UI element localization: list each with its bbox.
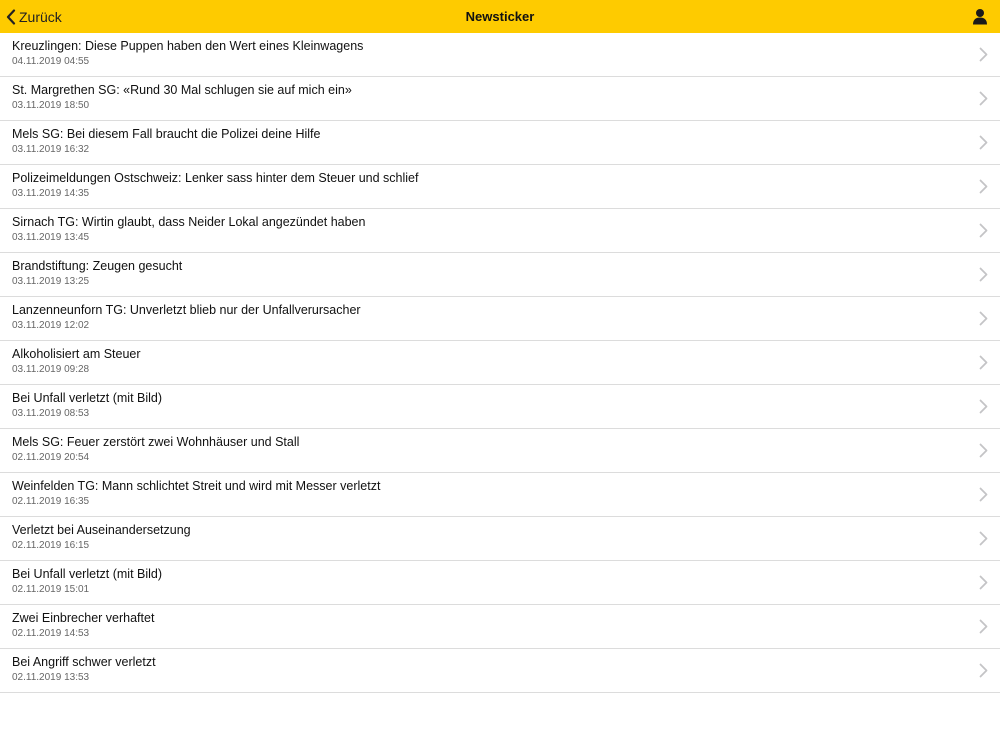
news-timestamp: 03.11.2019 08:53 — [12, 408, 90, 419]
news-timestamp: 03.11.2019 14:35 — [12, 188, 90, 199]
chevron-right-icon — [979, 267, 988, 282]
chevron-right-icon — [979, 663, 988, 678]
news-timestamp: 02.11.2019 13:53 — [12, 672, 90, 683]
news-title: St. Margrethen SG: «Rund 30 Mal schlugen sie auf mich ein» — [12, 83, 352, 97]
news-timestamp: 02.11.2019 16:15 — [12, 540, 90, 551]
chevron-right-icon — [979, 487, 988, 502]
news-timestamp: 03.11.2019 18:50 — [12, 100, 90, 111]
news-list — [0, 33, 1000, 693]
news-timestamp: 03.11.2019 12:02 — [12, 320, 90, 331]
news-title: Zwei Einbrecher verhaftet — [12, 611, 155, 625]
chevron-right-icon — [979, 575, 988, 590]
news-title: Kreuzlingen: Diese Puppen haben den Wert eines Kleinwagens — [12, 39, 364, 53]
news-list-item[interactable] — [0, 561, 1000, 605]
back-button[interactable] — [6, 0, 62, 33]
news-title: Brandstiftung: Zeugen gesucht — [12, 259, 183, 273]
news-list-item[interactable] — [0, 649, 1000, 693]
user-button[interactable] — [972, 8, 988, 25]
chevron-right-icon — [979, 223, 988, 238]
chevron-right-icon — [979, 619, 988, 634]
news-list-item[interactable] — [0, 77, 1000, 121]
chevron-right-icon — [979, 91, 988, 106]
news-list-item[interactable] — [0, 209, 1000, 253]
back-button-label: Zurück — [19, 8, 62, 25]
news-title: Mels SG: Feuer zerstört zwei Wohnhäuser und Stall — [12, 435, 300, 449]
news-timestamp: 03.11.2019 13:25 — [12, 276, 90, 287]
chevron-right-icon — [979, 355, 988, 370]
news-timestamp: 04.11.2019 04:55 — [12, 56, 90, 67]
news-title: Bei Unfall verletzt (mit Bild) — [12, 391, 163, 405]
news-list-item[interactable] — [0, 121, 1000, 165]
news-title: Weinfelden TG: Mann schlichtet Streit und wird mit Messer verletzt — [12, 479, 381, 493]
news-timestamp: 02.11.2019 20:54 — [12, 452, 90, 463]
chevron-right-icon — [979, 399, 988, 414]
news-list-item[interactable] — [0, 341, 1000, 385]
news-timestamp: 02.11.2019 15:01 — [12, 584, 90, 595]
news-title: Lanzenneunforn TG: Unverletzt blieb nur der Unfallverursacher — [12, 303, 361, 317]
news-list-item[interactable] — [0, 33, 1000, 77]
news-title: Alkoholisiert am Steuer — [12, 347, 141, 361]
news-title: Bei Unfall verletzt (mit Bild) — [12, 567, 163, 581]
news-list-item[interactable] — [0, 605, 1000, 649]
news-timestamp: 02.11.2019 16:35 — [12, 496, 90, 507]
chevron-left-icon — [6, 9, 16, 25]
chevron-right-icon — [979, 531, 988, 546]
chevron-right-icon — [979, 47, 988, 62]
chevron-right-icon — [979, 135, 988, 150]
news-list-item[interactable] — [0, 297, 1000, 341]
navigation-bar — [0, 0, 1000, 33]
user-icon — [972, 12, 988, 29]
news-timestamp: 02.11.2019 14:53 — [12, 628, 90, 639]
chevron-right-icon — [979, 311, 988, 326]
news-list-item[interactable] — [0, 429, 1000, 473]
news-list-item[interactable] — [0, 165, 1000, 209]
news-timestamp: 03.11.2019 16:32 — [12, 144, 90, 155]
chevron-right-icon — [979, 443, 988, 458]
news-timestamp: 03.11.2019 09:28 — [12, 364, 90, 375]
news-title: Polizeimeldungen Ostschweiz: Lenker sass hinter dem Steuer und schlief — [12, 171, 419, 185]
news-list-item[interactable] — [0, 473, 1000, 517]
news-timestamp: 03.11.2019 13:45 — [12, 232, 90, 243]
news-title: Verletzt bei Auseinandersetzung — [12, 523, 191, 537]
news-title: Mels SG: Bei diesem Fall braucht die Polizei deine Hilfe — [12, 127, 321, 141]
news-title: Sirnach TG: Wirtin glaubt, dass Neider Lokal angezündet haben — [12, 215, 366, 229]
page-title: Newsticker — [465, 9, 535, 24]
news-title: Bei Angriff schwer verletzt — [12, 655, 156, 669]
chevron-right-icon — [979, 179, 988, 194]
news-list-item[interactable] — [0, 517, 1000, 561]
news-list-item[interactable] — [0, 253, 1000, 297]
news-list-item[interactable] — [0, 385, 1000, 429]
